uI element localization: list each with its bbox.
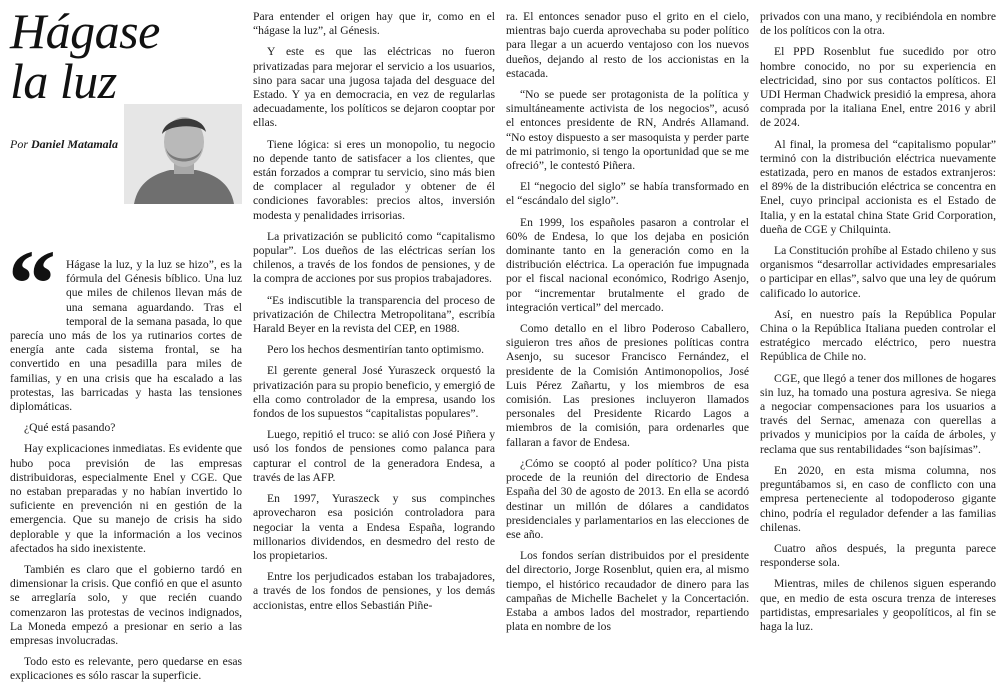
paragraph: Hágase la luz, y la luz se hizo”, es la fórmula del Génesis bíblico. Una luz que miles de chilenos llevan más de una semana aguardando. Tras el temporal de la semana pasada, lo que parecía uno más de los ya rutinarios cortes de energía ante cada sistema frontal, se ha convertido en una pesadilla para miles de familias, y en una crisis que ha escalado a las protestas, las barricadas y hasta las tensiones diplomáticas. <box>10 258 242 414</box>
paragraph: Todo esto es relevante, pero quedarse en esas explicaciones es sólo rascar la superficie. <box>10 655 242 683</box>
paragraph: CGE, que llegó a tener dos millones de hogares sin luz, ha tomado una postura agresiva. Se niega a negociar compensaciones para los usuarios a través del Sernac, amenaza con querellas a privados y municipios por la caída de árboles, y reclama que sus rentabilidades “son bajísimas”. <box>760 371 996 456</box>
paragraph: Así, en nuestro país la República Popular China o la República Italiana pueden controlar el estratégico mercado eléctrico, pero nuestra República de Chile no. <box>760 307 996 364</box>
paragraph: En 1999, los españoles pasaron a controlar el 60% de Endesa, lo que los dejaba en posición dominante tanto en la generación como en la distribución eléctrica. La operación fue impugnada por el fiscal nacional económico, Rodrigo Asenjo, por “incrementar brutalmente el grado de integración vertical” del mercado. <box>506 215 749 314</box>
paragraph: La Constitución prohíbe al Estado chileno y sus organismos “desarrollar actividades empresariales o participar en ellas”, salvo que una ley de quórum calificado lo autorice. <box>760 244 996 300</box>
paragraph: El “negocio del siglo” se había transformado en el “escándalo del siglo”. <box>506 180 749 208</box>
paragraph: La privatización se publicitó como “capitalismo popular”. Los dueños de las eléctricas serían los chilenos, a través de los fondos de pensiones, y de la compra de acciones por sus propios trabajadores. <box>253 229 495 286</box>
author-portrait <box>124 104 242 204</box>
paragraph: El PPD Rosenblut fue sucedido por otro hombre conocido, no por su experiencia en electricidad, sino por sus contactos políticos. El UDI Herman Chadwick presidió la empresa, ahora comprada por la italiana Enel, entre 2016 y abril de 2024. <box>760 45 996 130</box>
paragraph: Hay explicaciones inmediatas. Es evidente que hubo poca previsión de las empresas distribuidoras, especialmente Enel y CGE. Que no estaban preparadas y no habían invertido lo suficiente en prevención ni en gestión de la emergencia. Que su manejo de crisis ha sido deplorable y que la información a los vecinos afectados ha sido inexistente. <box>10 442 242 555</box>
paragraph: ra. El entonces senador puso el grito en el cielo, mientras bajo cuerda aprovechaba su poder político para llegar a un acuerdo ventajoso con los nuevos dueños, dejando al resto de los accionistas en la estacada. <box>506 10 749 80</box>
paragraph: También es claro que el gobierno tardó en dimensionar la crisis. Que confió en que el asunto se arreglaría solo, y que recién cuando comenzaron las protestas de vecinos indignados, La Moneda empezó a presionar en serio a las empresas involucradas. <box>10 563 242 648</box>
title-line-2: la luz <box>10 53 117 109</box>
byline-prefix: Por <box>10 137 28 151</box>
column-4 <box>760 10 996 641</box>
column-2 <box>253 10 495 620</box>
author-name: Daniel Matamala <box>31 137 119 151</box>
paragraph: Cuatro años después, la pregunta parece responderse sola. <box>760 541 996 570</box>
paragraph: En 2020, en esta misma columna, nos preguntábamos si, en caso de conflicto con una empresa perteneciente al todopoderoso gigante chino, podría el regulador defender a las familias chilenas. <box>760 463 996 534</box>
article-title <box>10 3 160 109</box>
byline <box>10 137 118 152</box>
column-3 <box>506 10 749 641</box>
paragraph: El gerente general José Yuraszeck orquestó la privatización para su propio beneficio, y emergió de ella como controlador de la empresa, usando los fondos de los supuestos “capitalistas populares”. <box>253 364 495 421</box>
paragraph: Luego, repitió el truco: se alió con José Piñera y usó los fondos de pensiones como palanca para capturar el control de la generadora Endesa, a través de las AFP. <box>253 428 495 484</box>
paragraph: “Es indiscutible la transparencia del proceso de privatización de Chilectra Metropolitana”, escribía Harald Beyer en la revista del CEP, en 1988. <box>253 293 495 336</box>
paragraph: ¿Qué está pasando? <box>24 421 116 435</box>
paragraph: “No se puede ser protagonista de la política y simultáneamente activista de los negocios”, acusó el entonces presidente de RN, Andrés Allamand. “No estoy dispuesto a ser masoquista y perder parte de mi patrimonio, si tengo la oportunidad que se me ofreció”, le contestó Piñera. <box>506 88 749 173</box>
opening-quote-mark: “ <box>8 230 56 337</box>
paragraph: privados con una mano, y recibiéndola en nombre de los políticos con la otra. <box>760 10 996 38</box>
paragraph: Mientras, miles de chilenos siguen esperando que, en medio de esta oscura trenza de intereses partidistas, empresariales y geopolíticos, al fin se haga la luz. <box>760 577 996 633</box>
title-line-1: Hágase <box>10 3 160 59</box>
paragraph: Como detallo en el libro Poderoso Caballero, siguieron tres años de presiones políticas contra Asenjo, su sucesor Francisco Fernández, el presidente de la Comisión Antimonopolios, José Luis Pérez Zañartu, y los miembros de esa comisión. Las presiones incluyeron llamados personales del Presidente Ricardo Lagos a miembros de la comisión, para ordenarles que fallaran a favor de Endesa. <box>506 322 749 449</box>
paragraph: En 1997, Yuraszeck y sus compinches aprovecharon esa posición controladora para negociar la venta a Endesa España, logrando millonarios dividendos, en desmedro del resto de los propietarios. <box>253 492 495 562</box>
paragraph: Entre los perjudicados estaban los trabajadores, a través de los fondos de pensiones, y los demás accionistas, entre ellos Sebastián Piñe- <box>253 570 495 612</box>
paragraph: ¿Cómo se cooptó al poder político? Una pista procede de la reunión del directorio de Endesa España del 30 de agosto de 2013. En ella se acordó destinar un millón de dólares a candidatos presidenciales y parlamentarios en las elecciones de ese año. <box>506 456 749 541</box>
paragraph: Y este es que las eléctricas no fueron privatizadas para mejorar el servicio a los usuarios, sino para sacar una jugosa tajada del desguace del Estado. Y ya en democracia, en vez de regularlas adecuadamente, los políticos se dejaron cooptar por ellas. <box>253 45 495 130</box>
paragraph: Tiene lógica: si eres un monopolio, tu negocio no depende tanto de satisfacer a los clientes, que están forzados a comprar tu servicio, sino más bien de complacer al regulador y obtener de él condiciones favorables: precios altos, inversión modesta y penalidades irrisorias. <box>253 137 495 222</box>
column-1 <box>10 258 242 691</box>
paragraph: Los fondos serían distribuidos por el presidente del directorio, Jorge Rosenblut, quien era, al mismo tiempo, el histórico recaudador de dinero para las campañas de Michelle Bachelet y la Concertación. Estaba a ambos lados del mostrador, repartiendo plata en nombre de los <box>506 549 749 634</box>
paragraph: Pero los hechos desmentirían tanto optimismo. <box>267 343 485 357</box>
paragraph: Al final, la promesa del “capitalismo popular” terminó con la distribución eléctrica nuevamente estatizada, pero en manos de estados extranjeros: el 89% de la distribución eléctrica se concentra en Enel, cuyo principal accionista es el Estado de Italia, y en la estatal china State Grid Corporation, dueña de CGE y Chilquinta. <box>760 137 996 236</box>
paragraph: Para entender el origen hay que ir, como en el “hágase la luz”, al Génesis. <box>253 10 495 38</box>
